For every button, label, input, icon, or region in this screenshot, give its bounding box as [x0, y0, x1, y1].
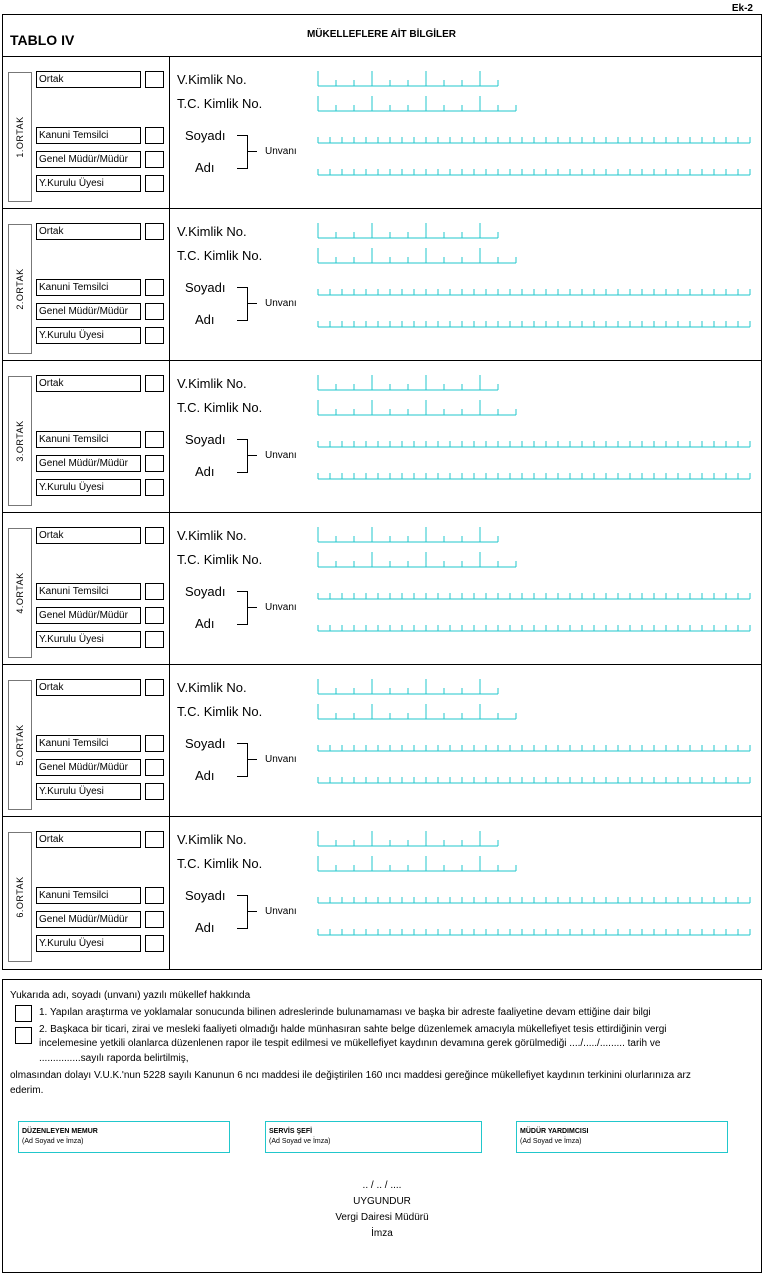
- role-ortak-label: Ortak: [36, 679, 141, 696]
- soyadi-input[interactable]: [318, 432, 750, 448]
- soyadi-label: Soyadı: [185, 432, 226, 447]
- role-ortak-label: Ortak: [36, 223, 141, 240]
- soyadi-input[interactable]: [318, 736, 750, 752]
- role-kanuni-label: Kanuni Temsilci: [36, 279, 141, 296]
- role-kurul-label: Y.Kurulu Üyesi: [36, 783, 141, 800]
- table-label: TABLO IV: [10, 32, 75, 48]
- partner-section: [2, 56, 762, 209]
- tckn-label: T.C. Kimlik No.: [177, 552, 263, 567]
- footer-para-line1: olmasından dolayı V.U.K.'nun 5228 sayılı Kanunun 6 ncı maddesi ile değiştirilen 160 ıncı maddesi gereğince mükellefiyet kaydının terkinini olurlarınıza arz: [10, 1070, 691, 1081]
- adi-input[interactable]: [318, 464, 750, 480]
- unvani-label: Unvanı: [265, 146, 297, 157]
- role-genel-label: Genel Müdür/Müdür: [36, 759, 141, 776]
- soyadi-input[interactable]: [318, 584, 750, 600]
- signature-sub: (Ad Soyad ve İmza): [22, 1138, 84, 1145]
- soyadi-label: Soyadı: [185, 888, 226, 903]
- role-genel-label: Genel Müdür/Müdür: [36, 303, 141, 320]
- vkn-label: V.Kimlik No.: [177, 72, 247, 87]
- role-ortak-label: Ortak: [36, 71, 141, 88]
- role-kanuni-label: Kanuni Temsilci: [36, 583, 141, 600]
- vkn-input[interactable]: [318, 71, 498, 87]
- partner-tab-label: 4.ORTAK: [15, 572, 25, 614]
- item1-checkbox[interactable]: [15, 1005, 32, 1022]
- unvani-label: Unvanı: [265, 450, 297, 461]
- vkn-input[interactable]: [318, 527, 498, 543]
- signature-box-memur[interactable]: [18, 1121, 230, 1153]
- tckn-input[interactable]: [318, 704, 516, 720]
- vkn-label: V.Kimlik No.: [177, 832, 247, 847]
- signature-box-mudur-yrd[interactable]: [516, 1121, 728, 1153]
- item2-checkbox[interactable]: [15, 1027, 32, 1044]
- role-kanuni-label: Kanuni Temsilci: [36, 127, 141, 144]
- partner-tab-label: 3.ORTAK: [15, 420, 25, 462]
- tckn-label: T.C. Kimlik No.: [177, 400, 263, 415]
- partner-section: [2, 664, 762, 817]
- signature-sub: (Ad Soyad ve İmza): [520, 1138, 582, 1145]
- partner-section: [2, 512, 762, 665]
- partner-tab-label: 2.ORTAK: [15, 268, 25, 310]
- partner-section: [2, 360, 762, 513]
- tckn-input[interactable]: [318, 856, 516, 872]
- adi-label: Adı: [195, 920, 215, 935]
- tckn-label: T.C. Kimlik No.: [177, 856, 263, 871]
- unvani-label: Unvanı: [265, 298, 297, 309]
- adi-label: Adı: [195, 160, 215, 175]
- role-kurul-label: Y.Kurulu Üyesi: [36, 631, 141, 648]
- tckn-label: T.C. Kimlik No.: [177, 96, 263, 111]
- adi-label: Adı: [195, 312, 215, 327]
- role-ortak-label: Ortak: [36, 831, 141, 848]
- signature-title: MÜDÜR YARDIMCISI: [520, 1128, 589, 1135]
- vkn-input[interactable]: [318, 831, 498, 847]
- role-kanuni-label: Kanuni Temsilci: [36, 887, 141, 904]
- approval-mudur: Vergi Dairesi Müdürü: [335, 1212, 429, 1223]
- unvani-label: Unvanı: [265, 602, 297, 613]
- adi-input[interactable]: [318, 768, 750, 784]
- role-kanuni-label: Kanuni Temsilci: [36, 735, 141, 752]
- adi-label: Adı: [195, 464, 215, 479]
- role-kurul-label: Y.Kurulu Üyesi: [36, 175, 141, 192]
- unvani-label: Unvanı: [265, 754, 297, 765]
- ek-label: Ek-2: [731, 3, 753, 14]
- signature-title: DÜZENLEYEN MEMUR: [22, 1128, 98, 1135]
- signature-box-sef[interactable]: [265, 1121, 482, 1153]
- footer-item2-line3: ...............sayılı raporda belirtilmiş,: [39, 1053, 189, 1064]
- partner-section: [2, 816, 762, 970]
- adi-input[interactable]: [318, 616, 750, 632]
- adi-label: Adı: [195, 768, 215, 783]
- approval-imza: İmza: [371, 1228, 393, 1239]
- partner-tab-label: 6.ORTAK: [15, 876, 25, 918]
- vkn-label: V.Kimlik No.: [177, 680, 247, 695]
- tckn-label: T.C. Kimlik No.: [177, 248, 263, 263]
- role-ortak-label: Ortak: [36, 527, 141, 544]
- signature-title: SERVİS ŞEFİ: [269, 1128, 313, 1135]
- vkn-input[interactable]: [318, 679, 498, 695]
- soyadi-label: Soyadı: [185, 736, 226, 751]
- adi-input[interactable]: [318, 160, 750, 176]
- approval-date: .. / .. / ....: [362, 1180, 402, 1191]
- role-genel-label: Genel Müdür/Müdür: [36, 151, 141, 168]
- role-kurul-label: Y.Kurulu Üyesi: [36, 479, 141, 496]
- soyadi-input[interactable]: [318, 888, 750, 904]
- tckn-input[interactable]: [318, 400, 516, 416]
- vkn-input[interactable]: [318, 375, 498, 391]
- vkn-input[interactable]: [318, 223, 498, 239]
- footer-item2-line1: 2. Başkaca bir ticari, zirai ve mesleki faaliyeti olmadığı halde münhasıran sahte belge düzenlemek amacıyla mükellefiyet tesis ettirdiğinin vergi: [39, 1024, 667, 1035]
- role-genel-label: Genel Müdür/Müdür: [36, 911, 141, 928]
- footer-box: [2, 979, 762, 1273]
- adi-input[interactable]: [318, 312, 750, 328]
- role-kurul-label: Y.Kurulu Üyesi: [36, 935, 141, 952]
- page-title: MÜKELLEFLERE AİT BİLGİLER: [306, 29, 457, 40]
- footer-item1: 1. Yapılan araştırma ve yoklamalar sonucunda bilinen adreslerinde bulunamaması ve başka bir adreste faaliyetine devam ettiğine dair bilgi: [39, 1007, 651, 1018]
- adi-input[interactable]: [318, 920, 750, 936]
- soyadi-label: Soyadı: [185, 128, 226, 143]
- unvani-label: Unvanı: [265, 906, 297, 917]
- footer-intro: Yukarıda adı, soyadı (unvanı) yazılı mükellef hakkında: [10, 990, 251, 1001]
- role-kurul-label: Y.Kurulu Üyesi: [36, 327, 141, 344]
- role-ortak-label: Ortak: [36, 375, 141, 392]
- role-genel-label: Genel Müdür/Müdür: [36, 607, 141, 624]
- partner-tab-label: 1.ORTAK: [15, 116, 25, 158]
- tckn-input[interactable]: [318, 552, 516, 568]
- partner-tab-label: 5.ORTAK: [15, 724, 25, 766]
- signature-sub: (Ad Soyad ve İmza): [269, 1138, 331, 1145]
- tckn-label: T.C. Kimlik No.: [177, 704, 263, 719]
- tckn-input[interactable]: [318, 96, 516, 112]
- soyadi-input[interactable]: [318, 128, 750, 144]
- tckn-input[interactable]: [318, 248, 516, 264]
- adi-label: Adı: [195, 616, 215, 631]
- vkn-label: V.Kimlik No.: [177, 528, 247, 543]
- role-genel-label: Genel Müdür/Müdür: [36, 455, 141, 472]
- soyadi-label: Soyadı: [185, 584, 226, 599]
- role-kanuni-label: Kanuni Temsilci: [36, 431, 141, 448]
- footer-para-line2: ederim.: [10, 1085, 44, 1096]
- soyadi-input[interactable]: [318, 280, 750, 296]
- footer-item2-line2: incelemesine yetkili olanlarca düzenlenen rapor ile tespit edilmesi ve mükellefiyet kaydının devamına gerek görülmediği ..../...../......... tarih ve: [39, 1038, 661, 1049]
- partner-section: [2, 208, 762, 361]
- vkn-label: V.Kimlik No.: [177, 224, 247, 239]
- vkn-label: V.Kimlik No.: [177, 376, 247, 391]
- approval-uygundur: UYGUNDUR: [353, 1196, 411, 1207]
- soyadi-label: Soyadı: [185, 280, 226, 295]
